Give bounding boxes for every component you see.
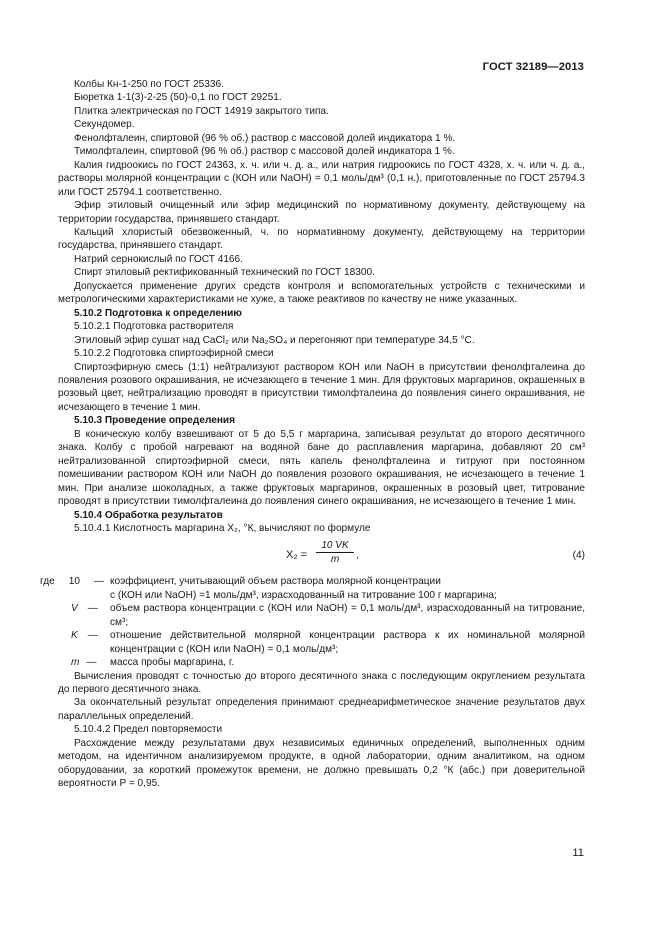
legend-text: масса пробы маргарина, г. [110, 657, 235, 669]
text-line: Фенолфталеин, спиртовой (96 % об.) раствор с массовой долей индикатора 1 %. [74, 132, 456, 144]
paragraph: В коническую колбу взвешивают от 5 до 5,5 г маргарина, записывая результат до второго десятичного знака. Колбу с пробой нагревают на водяной бане до расплавления маргарина, добавляют 20 см³ нейтрализованной спиртоэфирной смеси, пять капель фенолфталеина и титруют при постоянном помешивании раствором КОН или NaOH до появления розового окрашивания, не исчезающего в течение 1 мин. При анализе шоколадных, а также фруктовых маргаринов, окрашенных в розовый цвет, титрование проводят в присутствии тимолфталеина до появления синего окрашивания, не исчезающего в течение 1 мин. [58, 428, 585, 508]
legend-text-continued: с (КОН или NaOH) =1 моль/дм³, израсходованный на титрование 100 г маргарина; [110, 589, 497, 601]
text-line: Бюретка 1-1(3)-2-25 (50)-0,1 по ГОСТ 29251. [74, 92, 282, 104]
legend-dash: — [93, 576, 104, 588]
legend-text: отношение действительной молярной концентрации раствора к их номинальной молярной концентрации с (КОН или NaOH) = 0,1 моль/дм³; [110, 630, 585, 655]
legend-symbol: 10 [68, 576, 80, 588]
page-body [40, 78, 585, 791]
subsection-heading: 5.10.2.2 Подготовка спиртоэфирной смеси [74, 348, 274, 360]
paragraph: Расхождение между результатами двух независимых единичных определений, выполненных одним методом, на идентичном анализируемом продукте, в одной лаборатории, одним аналитиком, на одном оборудовании, за короткий промежуток времени, не должно превышать 0,2 °К (абс.) при доверительной вероятности P = 0,95. [58, 737, 585, 790]
text-line: Этиловый эфир сушат над CaCl₂ или Na₂SO₄ и перегоняют при температуре 34,5 °С. [74, 334, 475, 346]
paragraph: Допускается применение других средств контроля и вспомогательных устройств с техническими и метрологическими характеристиками не хуже, а также реактивов по качеству не ниже указанных. [58, 280, 585, 306]
text-line: Колбы Кн-1-250 по ГОСТ 25336. [74, 79, 224, 90]
section-heading: 5.10.2 Подготовка к определению [74, 307, 242, 319]
legend-symbol: m [71, 657, 80, 669]
legend-item [58, 656, 585, 669]
paragraph: Кальций хлористый обезвоженный, ч. по нормативному документу, действующему на территории государства, принявшего стандарт. [58, 226, 585, 252]
text-line: Тимолфталеин, спиртовой (96 % об.) раствор с массовой долей индикатора 1 %. [74, 146, 455, 158]
section-heading: 5.10.4 Обработка результатов [74, 509, 223, 521]
legend-symbol: K [71, 630, 78, 642]
legend-where: где [40, 576, 55, 588]
legend-text: объем раствора концентрации с (КОН или NaOH) = 0,1 моль/дм³, израсходованный на титрование, см³; [110, 603, 585, 628]
document-id: ГОСТ 32189—2013 [482, 61, 584, 73]
formula-denominator: m [330, 554, 340, 566]
formula-legend [40, 575, 585, 669]
legend-dash: — [87, 630, 98, 642]
paragraph: Спиртоэфирную смесь (1:1) нейтрализуют раствором КОН или NaOH в присутствии фенолфталеина до появления розового окрашивания, не исчезающего в течение 1 мин. Для фруктовых маргаринов, окрашенных в розовый цвет, нейтрализацию проводят в присутствии тимолфталеина до появления синего окрашивания, не исчезающего в течение 1 мин. [58, 361, 585, 413]
section-heading: 5.10.3 Проведение определения [74, 415, 236, 427]
legend-item [58, 629, 585, 656]
subsection-heading: 5.10.2.1 Подготовка растворителя [74, 321, 234, 333]
paragraph: За окончательный результат определения принимают среднеарифметическое значение результатов двух параллельных определений. [58, 697, 585, 722]
paragraph: Вычисления проводят с точностью до второго десятичного знака с последующим округлением результата до первого десятичного знака. [58, 670, 585, 696]
formula-fraction [316, 539, 354, 566]
text-line: Плитка электрическая по ГОСТ 14919 закрытого типа. [74, 105, 329, 117]
legend-dash: — [86, 657, 97, 669]
formula-lhs: X₂ = [286, 549, 308, 562]
text-line: Спирт этиловый ректификованный технический по ГОСТ 18300. [74, 267, 375, 279]
text-line: Натрий сернокислый по ГОСТ 4166. [74, 253, 243, 265]
paragraph: Калия гидроокись по ГОСТ 24363, х. ч. или ч. д. а., или натрия гидроокись по ГОСТ 4328, х. ч. или ч. д. а., растворы молярной концентрации с (КОН или NaOH) = 0,1 моль/дм³ (0,1 н.), приготовленные по ГОСТ 25794.3 или ГОСТ 25794.1 соответственно. [58, 159, 585, 198]
legend-dash: — [87, 603, 98, 615]
paragraph: Эфир этиловый очищенный или эфир медицинский по нормативному документу, действующему на территории государства, принявшего стандарт. [58, 200, 585, 225]
subsection-heading: 5.10.4.2 Предел повторяемости [74, 724, 223, 736]
legend-text: коэффициент, учитывающий объем раствора молярной концентрации [110, 576, 441, 588]
subsection-heading: 5.10.4.1 Кислотность маргарина X₂, °К, вычисляют по формуле [74, 522, 371, 534]
legend-item [40, 575, 585, 602]
legend-symbol: V [71, 603, 78, 615]
legend-item [58, 602, 585, 629]
text-line: Секундомер. [74, 119, 135, 131]
page-number: 11 [572, 847, 584, 859]
formula-number: (4) [572, 550, 585, 562]
formula-4 [58, 535, 585, 575]
formula-comma: , [356, 550, 359, 562]
formula-numerator: 10 VK [316, 539, 354, 553]
